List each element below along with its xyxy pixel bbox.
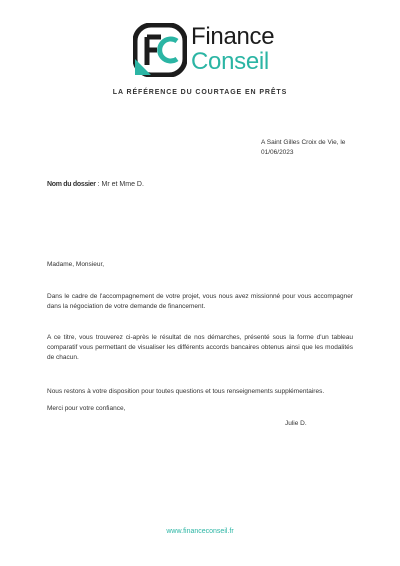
brand-name-line2: Conseil [191, 48, 269, 75]
letter-paragraph-3: Nous restons à votre disposition pour toutes questions et tous renseignements supplémentaires. [47, 388, 325, 395]
letter-closing: Merci pour votre confiance, [47, 405, 126, 412]
letter-location-date: A Saint Gilles Croix de Vie, le 01/06/2023 [261, 139, 346, 156]
dossier-line [47, 181, 144, 188]
fc-logo-icon [133, 23, 187, 77]
company-logo [133, 23, 283, 81]
letter-paragraph-2: A ce titre, vous trouverez ci-après le résultat de nos démarches, présenté sous la forme d'un tableau comparatif vous permettant de visualiser les différents accords bancaires obtenus ainsi que les modalités de chacun. [47, 334, 353, 361]
dossier-label: Nom du dossier [47, 181, 96, 188]
letter-signature: Julie D. [285, 420, 307, 427]
dossier-value: : Mr et Mme D. [95, 181, 144, 188]
letter-greeting: Madame, Monsieur, [47, 261, 105, 268]
footer-website-link[interactable]: www.financeconseil.fr [166, 528, 234, 535]
company-tagline: LA RÉFÉRENCE DU COURTAGE EN PRÊTS [112, 89, 288, 96]
letter-paragraph-1: Dans le cadre de l'accompagnement de votre projet, vous nous avez missionné pour vous accompagner dans la négociation de votre demande de financement. [47, 293, 353, 310]
brand-name-line1: Finance [191, 23, 275, 50]
